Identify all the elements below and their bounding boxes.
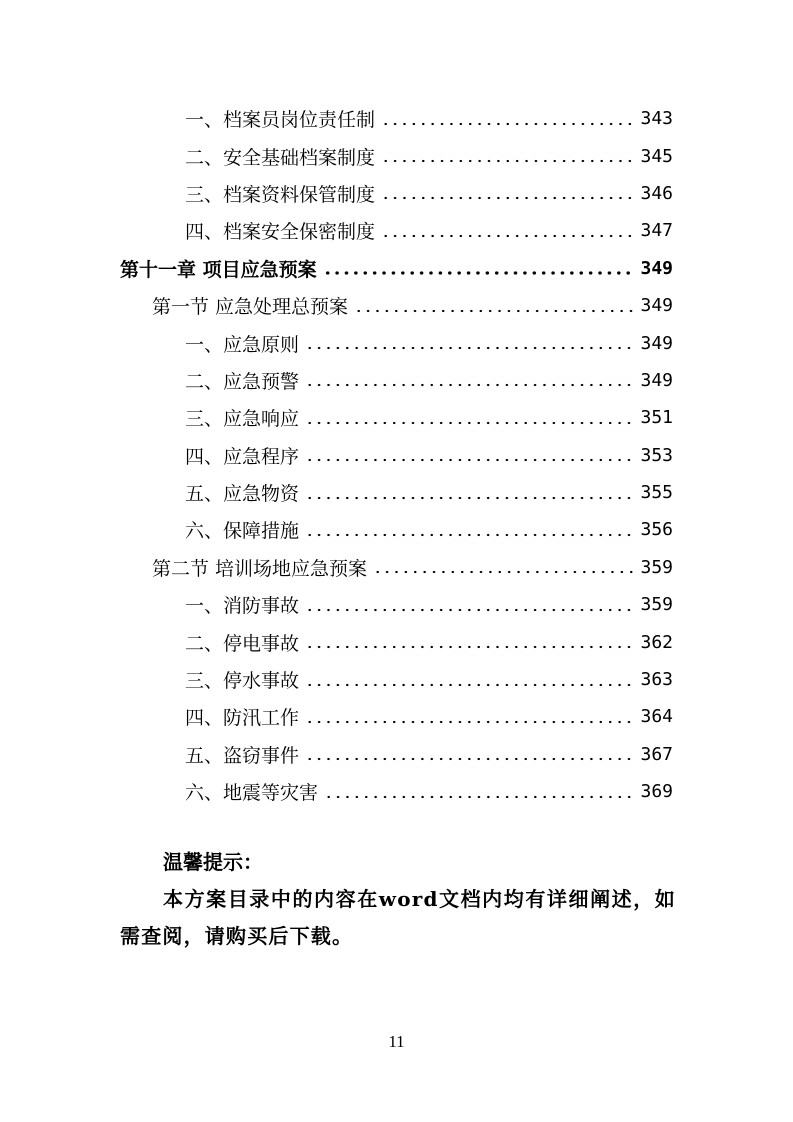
- dot-leader: [305, 458, 634, 462]
- toc-entry[interactable]: [0, 511, 673, 548]
- table-of-contents: [0, 100, 793, 810]
- toc-entry-label: 六、保障措施: [185, 520, 300, 543]
- toc-entry-label: 三、停水事故: [185, 670, 300, 693]
- dot-leader: [305, 496, 634, 500]
- toc-entry-page: 349: [640, 257, 673, 279]
- toc-entry[interactable]: [0, 324, 673, 361]
- dot-leader: [305, 757, 634, 761]
- toc-entry-label: 二、停电事故: [185, 632, 300, 655]
- toc-entry-label: 四、应急程序: [185, 445, 300, 468]
- toc-entry[interactable]: [0, 437, 673, 474]
- toc-entry-page: 369: [640, 781, 673, 803]
- toc-entry[interactable]: [0, 586, 673, 623]
- toc-entry-page: 359: [640, 556, 673, 578]
- toc-entry-page: 356: [640, 519, 673, 541]
- page-number: 11: [388, 1032, 405, 1051]
- toc-entry-page: 347: [640, 220, 673, 242]
- toc-entry[interactable]: [0, 474, 673, 511]
- toc-entry-page: 343: [640, 108, 673, 130]
- dot-leader: [381, 159, 634, 163]
- toc-entry[interactable]: [0, 362, 673, 399]
- toc-entry[interactable]: [0, 623, 673, 660]
- toc-entry-label: 一、应急原则: [185, 333, 300, 356]
- toc-entry-page: 353: [640, 444, 673, 466]
- toc-entry[interactable]: [0, 698, 673, 735]
- toc-entry-page: 359: [640, 594, 673, 616]
- toc-entry[interactable]: [0, 100, 673, 137]
- dot-leader: [381, 234, 634, 238]
- toc-entry[interactable]: [0, 137, 673, 174]
- toc-chapter-entry[interactable]: [0, 250, 673, 287]
- toc-entry[interactable]: [0, 212, 673, 249]
- toc-entry-label: 二、应急预警: [185, 370, 300, 393]
- dot-leader: [305, 720, 634, 724]
- toc-entry-page: 355: [640, 482, 673, 504]
- toc-entry-label: 五、应急物资: [185, 483, 300, 506]
- toc-entry-page: 349: [640, 295, 673, 317]
- dot-leader: [305, 383, 634, 387]
- notice-body: 本方案目录中的内容在word文档内均有详细阐述，如需查阅，请购买后下载。: [120, 887, 676, 948]
- toc-section-entry[interactable]: [0, 287, 673, 324]
- toc-entry-page: 364: [640, 706, 673, 728]
- notice-title: 温馨提示：: [163, 850, 263, 874]
- toc-entry[interactable]: [0, 175, 673, 212]
- toc-chapter-label: 第十一章 项目应急预案: [120, 258, 317, 281]
- dot-leader: [323, 271, 635, 275]
- toc-entry[interactable]: [0, 736, 673, 773]
- toc-entry-label: 三、应急响应: [185, 408, 300, 431]
- toc-entry-label: 五、盗窃事件: [185, 744, 300, 767]
- toc-entry-label: 一、消防事故: [185, 595, 300, 618]
- toc-entry-page: 363: [640, 669, 673, 691]
- toc-entry-page: 362: [640, 631, 673, 653]
- notice-block: [120, 844, 676, 955]
- dot-leader: [381, 196, 634, 200]
- dot-leader: [373, 570, 634, 574]
- dot-leader: [305, 421, 634, 425]
- toc-entry[interactable]: [0, 773, 673, 810]
- toc-entry[interactable]: [0, 399, 673, 436]
- dot-leader: [354, 309, 634, 313]
- toc-section-label: 第二节 培训场地应急预案: [152, 557, 368, 580]
- dot-leader: [305, 683, 634, 687]
- toc-section-label: 第一节 应急处理总预案: [152, 296, 349, 319]
- dot-leader: [305, 533, 634, 537]
- toc-entry-label: 三、档案资料保管制度: [185, 183, 376, 206]
- toc-entry-page: 349: [640, 369, 673, 391]
- toc-entry-label: 四、防汛工作: [185, 707, 300, 730]
- toc-entry-label: 四、档案安全保密制度: [185, 221, 376, 244]
- toc-entry-label: 二、安全基础档案制度: [185, 146, 376, 169]
- dot-leader: [305, 645, 634, 649]
- toc-entry-page: 367: [640, 743, 673, 765]
- dot-leader: [324, 795, 634, 799]
- dot-leader: [381, 122, 634, 126]
- dot-leader: [305, 608, 634, 612]
- toc-section-entry[interactable]: [0, 549, 673, 586]
- toc-entry[interactable]: [0, 661, 673, 698]
- dot-leader: [305, 346, 634, 350]
- toc-entry-label: 一、档案员岗位责任制: [185, 109, 376, 132]
- toc-entry-page: 346: [640, 182, 673, 204]
- toc-entry-label: 六、地震等灾害: [185, 782, 319, 805]
- toc-entry-page: 349: [640, 332, 673, 354]
- toc-entry-page: 351: [640, 407, 673, 429]
- toc-entry-page: 345: [640, 145, 673, 167]
